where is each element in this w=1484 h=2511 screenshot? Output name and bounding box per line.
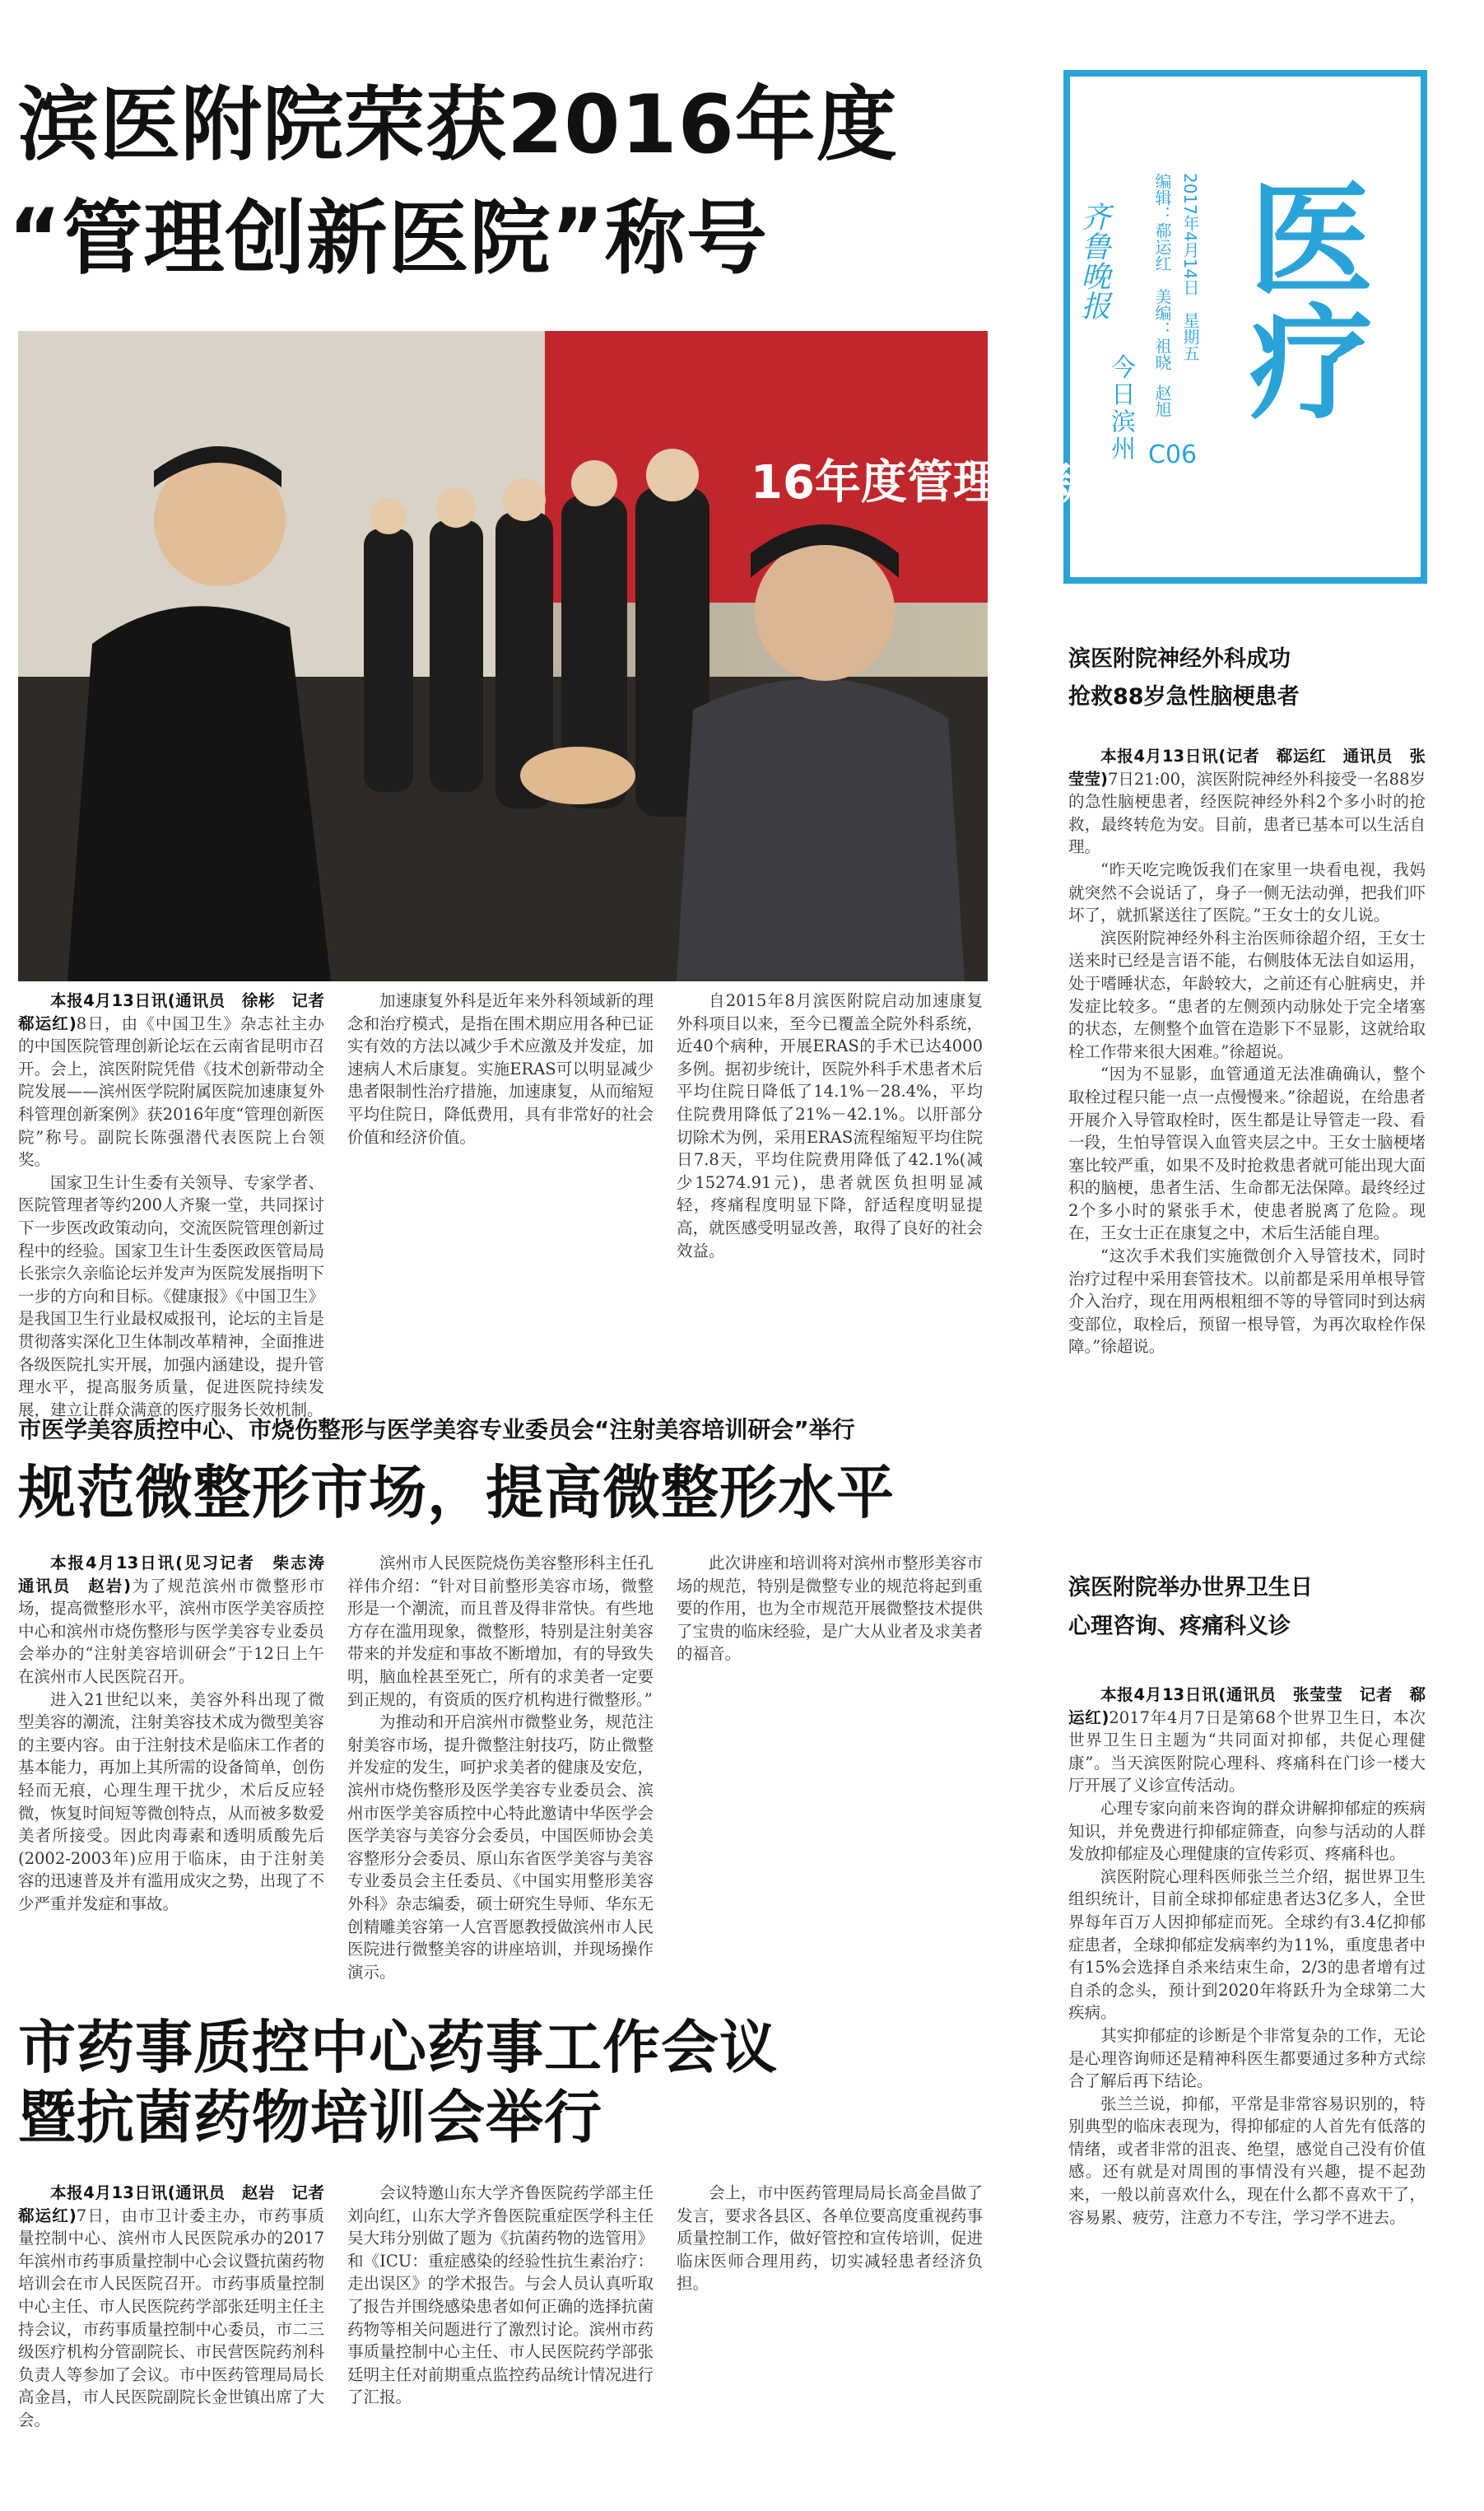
section-title: 医疗 xyxy=(1228,175,1371,422)
article3-p3: 会上，市中医药管理局局长高金昌做了发言，要求各县区、各单位要高度重视药事质量控制工作，做好管控和宣传培训，促进临床医师合理用药，切实减轻患者经济负担。 xyxy=(677,2183,983,2294)
award-photo-scene xyxy=(18,331,988,981)
masthead-proof: 赵旭 xyxy=(1152,384,1172,417)
side2-headline-line2: 心理咨询、疼痛科义诊 xyxy=(1068,1614,1291,1639)
article3-p1: 7日，由市卫计委主办，市药事质量控制中心、滨州市人民医院承办的2017年滨州市药事质量控制中心会议暨抗菌药物培训会在市人民医院召开。市药事质量控制中心主任、市人民医院药学部张廷明主任主持会议，市药事质量控制中心委员，市二三级医疗机构分管副院长、市民营医院药剂科负责人等参加了会议。市中医药管理局局长高金昌，市人民医院副院长金世镇出席了大会。 xyxy=(18,2206,324,2429)
recipient-jacket xyxy=(677,678,965,981)
side2-p3: 滨医附院心理科医师张兰兰介绍，据世界卫生组织统计，目前全球抑郁症患者达3亿多人，全世界每年百万人因抑郁症而死。全球约有3.4亿抑郁症患者，全球抑郁症发病率约为11%，重度患者中有15%会选择自杀来结束生命，2/3的患者增有过自杀的念头，预计到2020年将跃升为全球第二大疾病。 xyxy=(1068,1866,1426,2023)
article1-headline-line2: “管理创新医院”称号 xyxy=(8,192,768,286)
article2-headline: 规范微整形市场，提高微整形水平 xyxy=(18,1459,895,1526)
article2-col2 xyxy=(347,1552,654,1983)
article1-p2: 国家卫生计生委有关领导、专家学者、医院管理者等约200人齐聚一堂，共同探讨下一步医改政策动向，交流医院管理创新过程中的经验。国家卫生计生委医政医管局局长张宗久亲临论坛并发声为医院发展指明下一步的方向和目标。《健康报》《中国卫生》是我国卫生行业最权威报刊，论坛的主旨是贯彻落实深化卫生体制改革精神，全面推进各级医院扎实开展，加强内涵建设，提升管理水平，提高服务质量，促进医院持续发展，建立让群众满意的医疗服务长效机制。 xyxy=(18,1172,324,1419)
side2-p5: 张兰兰说，抑郁，平常是非常容易识别的，特别典型的临床表现为，得抑郁症的人首先有低落的情绪，或者非常的沮丧、绝望，感觉自己没有价值感。还有就是对周围的事情没有兴趣，提不起劲来，一般以前喜欢什么，现在什么都不喜欢干了，容易累、疲劳，注意力不专注，学习学不进去。 xyxy=(1068,2094,1426,2227)
article1-lead: 本报4月13日讯(通讯员 徐彬 记者 郗运红) xyxy=(18,991,341,1033)
side1-lead: 本报4月13日讯(记者 郗运红 通讯员 张莹莹) xyxy=(1068,747,1426,789)
masthead-paper: 齐鲁晚报 xyxy=(1077,202,1110,320)
side2-headline-line1: 滨医附院举办世界卫生日 xyxy=(1068,1575,1313,1600)
article3-headline-line2: 暨抗菌药物培训会举行 xyxy=(18,2084,602,2151)
article3-col1 xyxy=(18,2182,341,2432)
masthead-dateline xyxy=(1180,173,1200,445)
article2-p2: 进入21世纪以来，美容外科出现了微型美容的潮流，注射美容技术成为微型美容的主要内容。由于注射技术是临床工作者的基本能力，再加上其所需的设备简单，创伤轻而无痕，心理生理干扰少，术后反应轻微，恢复时间短等微创特点，从而被多数爱美者所接受。因此肉毒素和透明质酸先后(2002-2003年)应用于临床，由于注射美容的迅速普及并有滥用成灾之势，出现了不少严重并发症和事故。 xyxy=(18,1689,324,1913)
side1-p2: “昨天吃完晚饭我们在家里一块看电视，我妈就突然不会说话了，身子一侧无法动弹，把我们吓坏了，就抓紧送往了医院。”王女士的女儿说。 xyxy=(1068,860,1426,925)
masthead-date: 2017年4月14日 xyxy=(1180,173,1200,296)
article2-subhead: 市医学美容质控中心、市烧伤整形与医学美容专业委员会“注射美容培训研会”举行 xyxy=(18,1416,855,1443)
masthead-design: 美编：祖晓 xyxy=(1152,288,1172,371)
side2-p1: 2017年4月7日是第68个世界卫生日，本次世界卫生日主题为“共同面对抑郁，共促心理健康”。当天滨医附院心理科、疼痛科在门诊一楼大厅开展了义诊宣传活动。 xyxy=(1068,1707,1426,1796)
article2-p1: 为了规范滨州市微整形市场，提高微整形水平，滨州市医学美容质控中心和滨州市烧伤整形与医学美容专业委员会举办的“注射美容培训研会”于12日上午在滨州市人民医院召开。 xyxy=(18,1576,324,1686)
masthead-edition: 今日滨州 xyxy=(1106,354,1135,463)
side1-p3: 滨医附院神经外科主治医师徐超介绍，王女士送来时已经是言语不能，右侧肢体无法自如运用，处于嗜睡状态，年龄较大，之前还有心脏病史，并发症比较多。“患者的左侧颈内动脉处于完全堵塞的状态，左侧整个血管在造影下不显影，这就给取栓工作带来很大困难。”徐超说。 xyxy=(1068,928,1426,1061)
article1-headline-line1: 滨医附院荣获2016年度 xyxy=(18,78,898,172)
article1-p1: 8日，由《中国卫生》杂志社主办的中国医院管理创新论坛在云南省昆明市召开。会上，滨医附院凭借《技术创新带动全院发展——滨州医学院附属医院加速康复外科管理创新案例》获2016年度“管理创新医院”称号。副院长陈强潜代表医院上台领奖。 xyxy=(18,1013,324,1170)
article1-col2 xyxy=(347,990,654,1148)
side1-p4: “因为不显影，血管通道无法准确确认，整个取栓过程只能一点一点慢慢来。”徐超说，在给患者开展介入导管取栓时，医生都是让导管走一段、看一段，生怕导管误入血管夹层之中。王女士脑梗堵塞比较严重，如果不及时抢救患者就可能出现大面积的脑梗，患者生活、生命都无法保障。最终经过2个多小时的紧张手术，使患者脱离了危险。现在，王女士正在康复之中，术后生活能自理。 xyxy=(1068,1064,1426,1243)
side1-p1: 7日21:00，滨医附院神经外科接受一名88岁的急性脑梗患者，经医院神经外科2个多小时的抢救，最终转危为安。目前，患者已基本可以生活自理。 xyxy=(1068,769,1426,857)
article2-p4: 为推动和开启滨州市微整业务，规范注射美容市场，提升微整注射技巧，防止微整并发症的发生，呵护求美者的健康及安危，滨州市烧伤整形及医学美容专业委员会、滨州市医学美容质控中心特此邀请中华医学会医学美容与美容分会委员，中国医师协会美容整形分会委员、原山东省医学美容与美容专业委员会主任委员、《中国实用整形美容外科》杂志编委，硕士研究生导师、华东无创精雕美容第一人宫晋愿教授做滨州市人民医院进行微整美容的讲座培训，并现场操作演示。 xyxy=(347,1712,654,1982)
side2-p2: 心理专家向前来咨询的群众讲解抑郁症的疾病知识，并免费进行抑郁症筛查，向参与活动的人群发放抑郁症及心理健康的宣传彩页、疼痛科也。 xyxy=(1068,1798,1426,1864)
side2-body xyxy=(1068,1684,1426,2229)
article2-lead: 本报4月13日讯(见习记者 柴志涛 通讯员 赵岩) xyxy=(18,1554,341,1596)
side2-p4: 其实抑郁症的诊断是个非常复杂的工作，无论是心理咨询师还是精神科医生都要通过多种方式综合了解后再下结论。 xyxy=(1068,2025,1426,2091)
masthead-weekday: 星期五 xyxy=(1180,312,1200,362)
article3-col3 xyxy=(677,2182,983,2295)
award-photo xyxy=(18,331,1091,981)
article2-col1 xyxy=(18,1552,341,1916)
article3-headline-line1: 市药事质控中心药事工作会议 xyxy=(18,2014,778,2081)
article1-col1 xyxy=(18,990,341,1421)
banner-text: 16年度管理创新 xyxy=(751,456,1091,510)
side1-headline-line2: 抢救88岁急性脑梗患者 xyxy=(1068,684,1300,710)
masthead-editor: 编辑：郗运红 xyxy=(1152,173,1172,272)
side1-p5: “这次手术我们实施微创介入导管技术，同时治疗过程中采用套管技术。以前都是采用单根导管介入治疗，现在用两根粗细不等的导管同时到达病变部位，取栓后，预留一根导管，为再次取栓作保障。”徐超说。 xyxy=(1068,1246,1426,1357)
article1-col3 xyxy=(677,990,983,1262)
page-number: C06 xyxy=(1148,440,1198,469)
presenter-suit xyxy=(67,606,331,981)
masthead-credits xyxy=(1152,173,1172,445)
article2-p5: 此次讲座和培训将对滨州市整形美容市场的规范，特别是微整专业的规范将起到重要的作用，也为全市规范开展微整技术提供了宝贵的临床经验，是广大从业者及求美者的福音。 xyxy=(677,1554,983,1664)
article3-col2 xyxy=(347,2182,654,2409)
article2-col3 xyxy=(677,1552,983,1665)
article3-p2: 会议特邀山东大学齐鲁医院药学部主任刘向红，山东大学齐鲁医院重症医学科主任吴大玮分别做了题为《抗菌药物的选管用》和《ICU：重症感染的经验性抗生素治疗：走出误区》的学术报告。与会人员认真听取了报告并围绕感染患者如何正确的选择抗菌药物等相关问题进行了激烈讨论。滨州市药事质量控制中心主任、市人民医院药学部张廷明主任对前期重点监控药品统计情况进行了汇报。 xyxy=(347,2183,654,2407)
side2-lead: 本报4月13日讯(通讯员 张莹莹 记者 郗运红) xyxy=(1068,1685,1426,1727)
side1-headline-line1: 滨医附院神经外科成功 xyxy=(1068,646,1291,672)
article1-p4: 自2015年8月滨医附院启动加速康复外科项目以来，至今已覆盖全院外科系统，近40个病种，开展ERAS的手术已达4000多例。据初步统计，医院外科手术患者术后平均住院日降低了14.1%－28.4%，平均住院费用降低了21%－42.1%。以肝部分切除术为例，采用ERAS流程缩短平均住院日7.8天，平均住院费用降低了42.1%(减少15274.91元)，患者就医负担明显减轻，疼痛程度明显下降，舒适程度明显提高，就医感受明显改善，取得了良好的社会效益。 xyxy=(677,991,983,1260)
handshake xyxy=(520,747,635,804)
article1-p3: 加速康复外科是近年来外科领域新的理念和治疗模式，是指在围术期应用各种已证实有效的方法以减少手术应激及并发症，加速病人术后康复。实施ERAS可以明显减少患者限制性治疗措施，加速康复，从而缩短平均住院日，降低费用，具有非常好的社会价值和经济价值。 xyxy=(347,991,654,1147)
recipient-head xyxy=(755,541,895,681)
side1-body xyxy=(1068,745,1426,1358)
article2-p3: 滨州市人民医院烧伤美容整形科主任孔祥伟介绍：“针对目前整形美容市场，微整形是一个潮流，而且普及得非常快。有些地方存在滥用现象，微整形，特别是注射美容带来的并发症和事故不断增加，有的导致失明，脑血栓甚至死亡，所有的求美者一定要到正规的，有资质的医疗机构进行微整形。” xyxy=(347,1554,654,1709)
article3-lead: 本报4月13日讯(通讯员 赵岩 记者 郗运红) xyxy=(18,2183,341,2225)
